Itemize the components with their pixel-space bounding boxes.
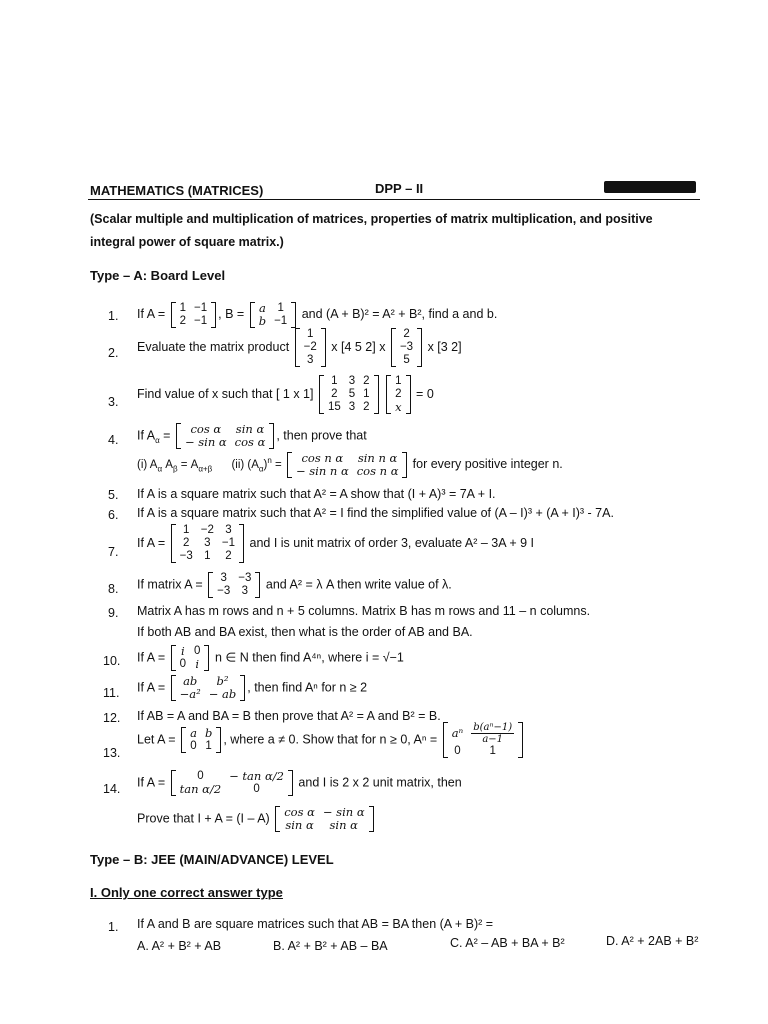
q3-pre: Find value of x such that [ 1 x 1] — [137, 386, 314, 401]
q13-result-matrix: aⁿ $\frac{\text{b(aⁿ−1)}}{a-1}$ 0 1 — [443, 722, 524, 758]
q11-matrix: ab b² −a² − ab — [171, 675, 246, 701]
q8-number: 8. — [108, 582, 119, 596]
q2-number: 2. — [108, 346, 119, 360]
q2-col-vector-2: 2 −3 5 — [391, 328, 422, 367]
q5-text: If A is a square matrix such that A² = A show that (I + A)³ = 7A + I. — [137, 487, 496, 501]
q12-number: 12. — [103, 711, 121, 725]
q4-number: 4. — [108, 433, 119, 447]
q2-x2: x [3 2] — [427, 339, 462, 354]
q13-number: 13. — [103, 746, 121, 760]
q4-matrix-n: cos n α sin n α − sin n α cos n α — [287, 452, 408, 478]
redacted-block — [604, 181, 696, 193]
q7-matrix: 1 −2 3 2 3 −1 −3 1 2 — [171, 524, 244, 563]
q9-number: 9. — [108, 606, 119, 620]
q3-row — [137, 375, 434, 414]
q2-col-vector-1: 1 −2 3 — [295, 328, 326, 367]
b-q1-option-a: A. A² + B² + AB — [137, 939, 222, 953]
q1-number: 1. — [108, 309, 119, 323]
q11-number: 11. — [103, 686, 120, 700]
q2-x1: x [4 5 2] x — [331, 339, 386, 354]
b-q1-option-d: D. A² + 2AB + B² — [606, 934, 699, 948]
q3-post: = 0 — [416, 386, 434, 401]
q4-row: If $A_\alpha$ = cos α sin α − sin α cos α , then prove that — [137, 422, 367, 449]
q3-vector: 1 2 x — [386, 375, 411, 414]
q3-number: 3. — [108, 395, 119, 409]
q4-matrix: cos α sin α − sin α cos α — [176, 423, 274, 449]
q13-row: Let A = a b 0 1 , where a ≠ 0. Show that for n ≥ 0, Aⁿ = aⁿ $\frac{\text{b(aⁿ−1)}}{a-1}$ 0 1 — [137, 722, 525, 758]
q14-line-2: Prove that I + A = (I – A) cos α − sin α sin α sin α — [137, 806, 376, 832]
q2-pre: Evaluate the matrix product — [137, 339, 290, 354]
q1-mid: , B = — [218, 307, 245, 321]
q4-parts: (i) $A_\alpha$ $A_\beta = A_{\alpha+\beta}$ (ii) $(A_\alpha)^n$ = cos n α sin n α − sin n α cos n α for every positive integer n. — [137, 451, 563, 478]
q14-row: If A = 0 − tan α/2 tan α/2 0 and I is 2 x 2 unit matrix, then — [137, 769, 462, 796]
q1-matrix-a: 1 −1 2 −1 — [171, 302, 217, 328]
q12-text: If AB = A and BA = B then prove that A² = A and B² = B. — [137, 709, 441, 723]
q5-number: 5. — [108, 488, 119, 502]
q7-row: If A = 1 −2 3 2 3 −1 −3 1 2 and I is unit matrix of order 3, evaluate A² – 3A + 9 I — [137, 524, 535, 562]
q9-line-1: Matrix A has m rows and n + 5 columns. Matrix B has m rows and 11 – n columns. — [137, 604, 591, 618]
q1-row — [137, 298, 497, 330]
q10-number: 10. — [103, 654, 121, 668]
q3-matrix: 1 3 2 2 5 1 15 3 2 — [319, 375, 379, 414]
q9-line-2: If both AB and BA exist, then what is the order of AB and BA. — [137, 625, 473, 639]
q10-matrix: i 0 0 i — [171, 645, 210, 671]
b-q1-option-c: C. A² – AB + BA + B² — [450, 936, 565, 950]
q14-matrix-2: cos α − sin α sin α sin α — [275, 806, 373, 832]
q11-row: If A = ab b² −a² − ab , then find Aⁿ for n ≥ 2 — [137, 674, 368, 701]
q1-matrix-b: a 1 b −1 — [250, 302, 297, 328]
intro-line-2: integral power of square matrix.) — [90, 235, 284, 249]
q8-matrix: 3 −3 −3 3 — [208, 572, 260, 598]
q1-post: and (A + B)² = A² + B², find a and b. — [301, 307, 498, 321]
b-q1-text: If A and B are square matrices such that AB = BA then (A + B)² = — [137, 917, 494, 931]
intro-line-1: (Scalar multiple and multiplication of matrices, properties of matrix multiplication, and positive — [90, 212, 653, 226]
dpp-label: DPP – II — [375, 181, 424, 196]
q7-number: 7. — [108, 545, 119, 559]
q13-fraction: $\frac{\text{b(aⁿ−1)}}{a-1}$ — [473, 722, 513, 745]
q14-matrix: 0 − tan α/2 tan α/2 0 — [171, 770, 293, 796]
q2-row — [137, 328, 462, 367]
b-q1-number: 1. — [108, 920, 119, 934]
header-rule — [88, 199, 700, 200]
q1-pre: If A = — [137, 307, 166, 321]
type-b-subtitle: I. Only one correct answer type — [90, 885, 283, 900]
q6-text: If A is a square matrix such that A² = I find the simplified value of (A – I)³ + (A + I)³ - 7A. — [137, 506, 614, 520]
type-a-title: Type – A: Board Level — [90, 268, 226, 283]
q6-number: 6. — [108, 508, 119, 522]
q10-row: If A = i 0 0 i n ∈ N then find A⁴ⁿ, where i = √−1 — [137, 644, 404, 671]
type-b-title: Type – B: JEE (MAIN/ADVANCE) LEVEL — [90, 852, 334, 867]
subject-title: MATHEMATICS (MATRICES) — [90, 183, 264, 198]
q14-number: 14. — [103, 782, 121, 796]
q8-row: If matrix A = 3 −3 −3 3 and A² = λ A then write value of λ. — [137, 572, 452, 597]
q13-matrix: a b 0 1 — [181, 727, 221, 753]
b-q1-option-b: B. A² + B² + AB – BA — [273, 939, 388, 953]
